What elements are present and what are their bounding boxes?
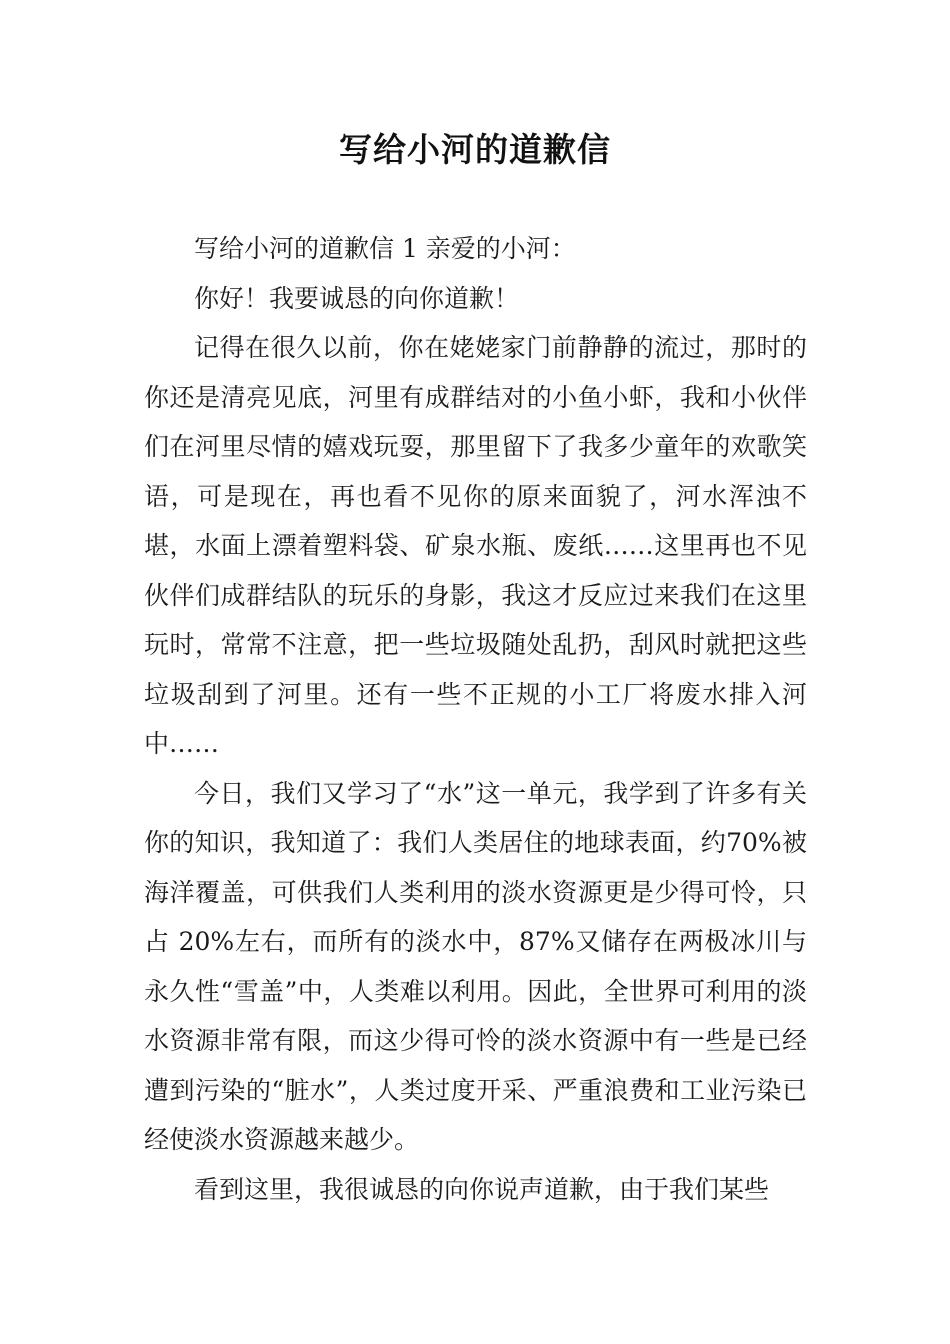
paragraph-salutation: 写给小河的道歉信 1 亲爱的小河：	[194, 234, 576, 263]
paragraph-memory: 记得在很久以前，你在姥姥家门前静静的流过，那时的你还是清亮见底，河里有成群结对的小鱼小虾，我和小伙伴们在河里尽情的嬉戏玩耍，那里留下了我多少童年的欢歌笑语，可是现在，再也看不见你的原来面貌了，河水浑浊不堪，水面上漂着塑料袋、矿泉水瓶、废纸……这里再也不见伙伴们成群结队的玩乐的身影，我这才反应过来我们在这里玩时，常常不注意，把一些垃圾随处乱扔，刮风时就把这些垃圾刮到了河里。还有一些不正规的小工厂将废水排入河中……	[144, 333, 807, 758]
document-body	[144, 224, 807, 1214]
paragraph-greeting: 你好！我要诚恳的向你道歉！	[194, 283, 520, 313]
paragraph-water-facts: 今日，我们又学习了“水”这一单元，我学到了许多有关你的知识，我知道了：我们人类居住的地球表面，约70%被海洋覆盖，可供我们人类利用的淡水资源更是少得可怜，只占 20%左右，而所有的淡水中，87%又储存在两极冰川与永久性“雪盖”中，人类难以利用。因此，全世界可利用的淡水资源非常有限，而这少得可怜的淡水资源中有一些是已经遭到污染的“脏水”，人类过度开采、严重浪费和工业污染已经使淡水资源越来越少。	[144, 778, 807, 1154]
paragraph-apology: 看到这里，我很诚恳的向你说声道歉，由于我们某些	[194, 1174, 770, 1204]
document-title: 写给小河的道歉信	[339, 130, 611, 169]
